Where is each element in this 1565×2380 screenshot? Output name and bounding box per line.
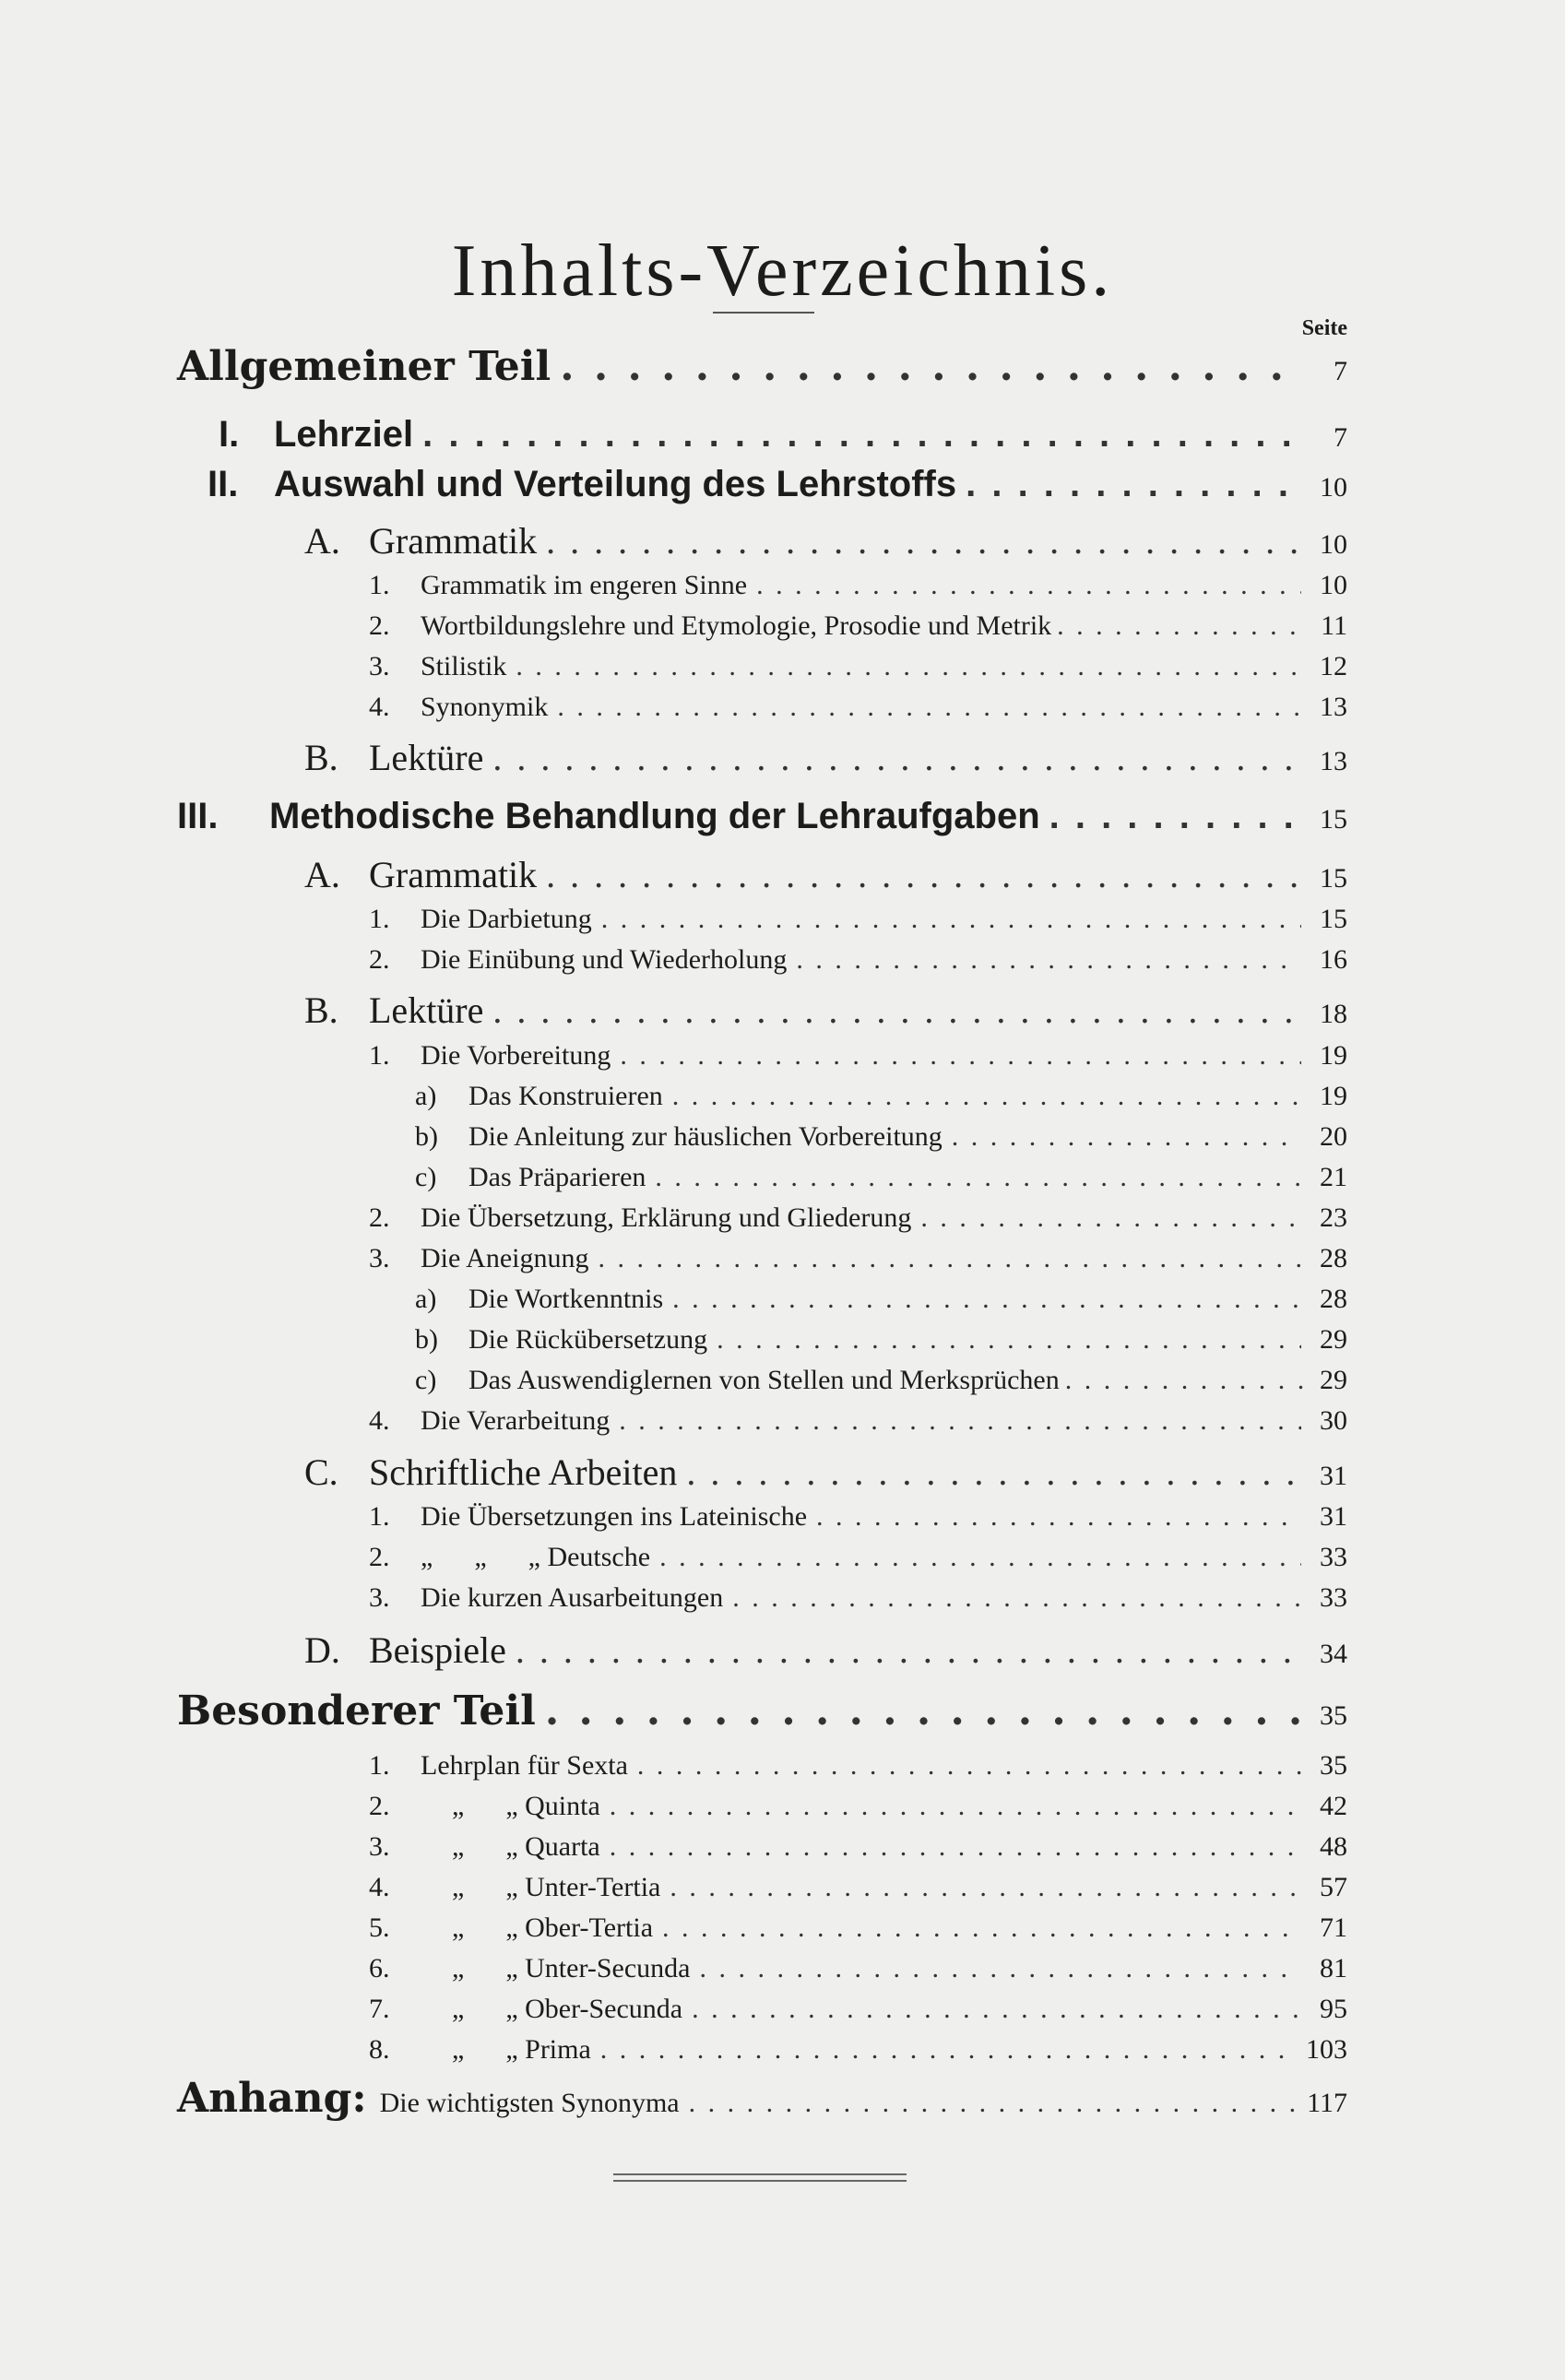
leader-dots: [601, 904, 1301, 935]
leader-dots: [699, 1953, 1301, 1984]
leader-dots: [610, 1831, 1301, 1863]
toc-entry: [177, 796, 1347, 837]
toc-entry-page: 42: [1320, 1791, 1347, 1821]
toc-entry: [369, 1953, 1347, 1984]
toc-entry-page: 31: [1320, 1501, 1347, 1532]
toc-entry-number: b): [415, 1324, 438, 1355]
leader-dots: [717, 1324, 1301, 1356]
leader-dots: [670, 1872, 1301, 1903]
toc-entry: [369, 1750, 1347, 1782]
toc-entry-page: 57: [1320, 1872, 1347, 1902]
toc-entry-number: 2.: [369, 1202, 390, 1233]
toc-entry-page: 20: [1320, 1121, 1347, 1152]
toc-entry-label: Lehrziel: [274, 414, 414, 455]
toc-entry-label: Methodische Behandlung der Lehraufgaben: [269, 796, 1040, 836]
toc-entry-number: A.: [304, 854, 340, 895]
leader-dots: [659, 1542, 1301, 1573]
toc-entry-page: 12: [1320, 651, 1347, 681]
toc-entry-number: 2.: [369, 1791, 390, 1821]
leader-dots: [816, 1501, 1301, 1533]
toc-entry-label: Grammatik im engeren Sinne: [421, 570, 748, 600]
toc-entry-number: a): [415, 1081, 437, 1111]
toc-entry-page: 29: [1320, 1324, 1347, 1355]
bottom-divider: [613, 2180, 907, 2182]
toc-entry: [369, 904, 1347, 935]
toc-entry-label: Lektüre: [369, 989, 484, 1031]
toc-entry-number: A.: [304, 520, 340, 562]
toc-entry: [415, 1121, 1347, 1153]
toc-entry-number: C.: [304, 1451, 338, 1493]
anhang-heading: Anhang:: [177, 2075, 367, 2122]
toc-entry: [304, 1450, 1347, 1494]
toc-entry: [369, 944, 1347, 976]
toc-entry-label: Die Übersetzung, Erklärung und Gliederung: [421, 1202, 912, 1233]
toc-entry-label: „ „ Quarta: [452, 1831, 600, 1862]
toc-entry-label: Allgemeiner Teil: [177, 343, 551, 390]
leader-dots: [662, 1912, 1301, 1944]
toc-entry: [369, 1791, 1347, 1822]
toc-entry-page: 33: [1320, 1542, 1347, 1572]
leader-dots: [672, 1284, 1301, 1315]
toc-entry: [369, 2034, 1347, 2066]
toc-entry-label: Die Übersetzungen ins Lateinische: [421, 1501, 808, 1532]
leader-dots: [655, 1162, 1301, 1193]
toc-entry-label: Das Konstruieren: [468, 1081, 663, 1111]
toc-entry-number: II.: [207, 464, 239, 504]
toc-entry-anhang: [177, 2075, 1347, 2122]
leader-dots: [516, 1628, 1301, 1672]
toc-entry: [369, 1582, 1347, 1614]
leader-dots: [1065, 1365, 1305, 1396]
toc-entry-label: Die Vorbereitung: [421, 1040, 611, 1071]
toc-entry-number: 3.: [369, 651, 390, 681]
toc-entry: [369, 610, 1347, 642]
toc-entry-number: D.: [304, 1629, 340, 1671]
seite-column-label: Seite: [1301, 316, 1347, 340]
toc-entry: [415, 1365, 1347, 1396]
toc-entry-number: 4.: [369, 692, 390, 722]
toc-entry-page: 13: [1320, 692, 1347, 722]
toc-entry-page: 71: [1320, 1912, 1347, 1943]
toc-entry: [369, 1542, 1347, 1573]
toc-entry: [304, 519, 1347, 562]
toc-entry-number: 1.: [369, 570, 390, 600]
toc-entry-number: 8.: [369, 2034, 390, 2065]
toc-entry-page: 95: [1320, 1994, 1347, 2024]
page-title: Inhalts-Verzeichnis.: [451, 230, 1114, 312]
leader-dots: [1057, 610, 1305, 642]
leader-dots: [546, 519, 1301, 562]
toc-entry-label: Die Verarbeitung: [421, 1405, 611, 1436]
leader-dots: [732, 1582, 1301, 1614]
toc-entry-number: 4.: [369, 1405, 390, 1436]
leader-dots: [692, 1994, 1301, 2025]
toc-entry-number: c): [415, 1162, 437, 1192]
toc-entry-number: B.: [304, 989, 338, 1031]
leader-dots: [672, 1081, 1301, 1112]
toc-entry-label: Lehrplan für Sexta: [421, 1750, 628, 1781]
leader-dots: [966, 464, 1301, 505]
toc-entry-label: Beispiele: [369, 1629, 506, 1671]
leader-dots: [920, 1202, 1301, 1234]
toc-entry-label: „ „ Unter-Tertia: [452, 1872, 661, 1902]
toc-entry-page: 10: [1320, 472, 1347, 503]
toc-entry: [415, 1162, 1347, 1193]
toc-entry-page: 28: [1320, 1284, 1347, 1314]
toc-entry-number: 1.: [369, 1040, 390, 1071]
toc-entry-label: Die Wortkenntnis: [468, 1284, 664, 1314]
toc-entry-number: 2.: [369, 1542, 390, 1572]
leader-dots: [600, 2034, 1297, 2066]
toc-entry: [369, 1243, 1347, 1274]
toc-entry: [369, 1202, 1347, 1234]
leader-dots: [557, 692, 1301, 723]
anhang-label: Die wichtigsten Synonyma: [379, 2088, 680, 2118]
toc-entry-page: 7: [1334, 356, 1347, 386]
toc-entry-label: Grammatik: [369, 854, 538, 895]
toc-entry: [304, 853, 1347, 896]
toc-entry-page: 10: [1320, 529, 1347, 560]
toc-entry-number: 2.: [369, 944, 390, 975]
toc-entry-page: 18: [1320, 999, 1347, 1029]
leader-dots: [492, 736, 1301, 779]
toc-entry-page: 15: [1320, 904, 1347, 934]
toc-entry-page: 35: [1320, 1750, 1347, 1781]
leader-dots: [610, 1791, 1301, 1822]
toc-entry-page: 16: [1320, 944, 1347, 975]
toc-entry-page: 15: [1320, 804, 1347, 835]
toc-entry-number: I.: [219, 414, 240, 455]
toc-entry-label: Wortbildungslehre und Etymologie, Prosodie und Metrik: [421, 610, 1052, 641]
toc-entry-label: „ „ Unter-Secunda: [452, 1953, 691, 1983]
toc-entry-page: 23: [1320, 1202, 1347, 1233]
toc-entry-page: 15: [1320, 863, 1347, 894]
toc-entry-page: 81: [1320, 1953, 1347, 1983]
toc-entry-label: Die Einübung und Wiederholung: [421, 944, 788, 975]
toc-entry-page: 11: [1321, 610, 1347, 641]
toc-entry-label: Grammatik: [369, 520, 538, 562]
toc-entry: [177, 1687, 1347, 1735]
toc-entry-page: 19: [1320, 1040, 1347, 1071]
toc-entry: [369, 651, 1347, 682]
toc-entry-label: „ „ „ Deutsche: [421, 1542, 651, 1572]
toc-entry: [369, 692, 1347, 723]
toc-entry-number: 1.: [369, 1501, 390, 1532]
toc-entry: [369, 1994, 1347, 2025]
toc-entry: [369, 1405, 1347, 1437]
toc-entry: [369, 1831, 1347, 1863]
leader-dots: [560, 343, 1301, 390]
toc-entry-page: 33: [1320, 1582, 1347, 1613]
toc-entry-label: Besonderer Teil: [177, 1687, 536, 1735]
toc-entry-number: a): [415, 1284, 437, 1314]
toc-entry: [304, 989, 1347, 1032]
toc-entry-number: c): [415, 1365, 437, 1395]
leader-dots: [620, 1040, 1301, 1072]
toc-entry-label: Synonymik: [421, 692, 549, 722]
toc-entry-label: Lektüre: [369, 737, 484, 778]
toc-entry-number: 7.: [369, 1994, 390, 2024]
toc-entry-number: B.: [304, 737, 338, 778]
toc-entry-page: 29: [1320, 1365, 1347, 1395]
toc-entry: [207, 464, 1347, 505]
toc-entry: [369, 1912, 1347, 1944]
toc-entry: [369, 1872, 1347, 1903]
toc-entry-number: 4.: [369, 1872, 390, 1902]
toc-entry-page: 117: [1307, 2088, 1347, 2118]
toc-entry-number: b): [415, 1121, 438, 1152]
toc-entry-number: 3.: [369, 1831, 390, 1862]
toc-entry-label: Auswahl und Verteilung des Lehrstoffs: [274, 464, 957, 504]
leader-dots: [952, 1121, 1301, 1153]
toc-entry-number: 6.: [369, 1953, 390, 1983]
toc-entry: [369, 1501, 1347, 1533]
toc-entry: [415, 1324, 1347, 1356]
toc-entry-label: Stilistik: [421, 651, 507, 681]
toc-entry-page: 48: [1320, 1831, 1347, 1862]
leader-dots: [686, 1450, 1301, 1494]
toc-entry-page: 21: [1320, 1162, 1347, 1192]
toc-entry: [369, 1040, 1347, 1072]
leader-dots: [1049, 796, 1301, 837]
toc-entry-label: Die Anleitung zur häuslichen Vorbereitung: [468, 1121, 943, 1152]
toc-entry-page: 31: [1320, 1461, 1347, 1491]
toc-entry-page: 35: [1320, 1700, 1347, 1731]
toc-entry: [304, 1628, 1347, 1672]
toc-entry-label: Das Auswendiglernen von Stellen und Merksprüchen: [468, 1365, 1060, 1395]
toc-entry-page: 28: [1320, 1243, 1347, 1273]
toc-entry-number: III.: [177, 796, 219, 836]
toc-entry-label: Das Präparieren: [468, 1162, 646, 1192]
toc-entry-page: 13: [1320, 746, 1347, 776]
toc-entry-page: 34: [1320, 1639, 1347, 1669]
toc-entry-page: 103: [1306, 2034, 1347, 2065]
toc-entry-number: 3.: [369, 1582, 390, 1613]
leader-dots: [598, 1243, 1301, 1274]
toc-entry: [219, 414, 1347, 456]
toc-entry-label: Die Aneignung: [421, 1243, 589, 1273]
toc-entry-number: 3.: [369, 1243, 390, 1273]
toc-entry-label: „ „ Quinta: [452, 1791, 600, 1821]
toc-entry-page: 10: [1320, 570, 1347, 600]
toc-entry: [415, 1081, 1347, 1112]
leader-dots: [637, 1750, 1301, 1782]
bottom-divider: [613, 2173, 907, 2175]
toc-entry: [369, 570, 1347, 601]
toc-entry-page: 7: [1334, 422, 1347, 453]
toc-entry: [304, 736, 1347, 779]
leader-dots: [619, 1405, 1301, 1437]
toc-entry-label: Schriftliche Arbeiten: [369, 1451, 678, 1493]
toc-entry-label: Die Rückübersetzung: [468, 1324, 708, 1355]
toc-entry-page: 19: [1320, 1081, 1347, 1111]
toc-entry: [177, 343, 1347, 390]
toc-entry-label: Die Darbietung: [421, 904, 592, 934]
toc-entry: [415, 1284, 1347, 1315]
toc-entry-number: 2.: [369, 610, 390, 641]
toc-entry-number: 5.: [369, 1912, 390, 1943]
leader-dots: [492, 989, 1301, 1032]
toc-entry-label: „ „ Prima: [452, 2034, 591, 2065]
toc-entry-label: „ „ Ober-Secunda: [452, 1994, 683, 2024]
leader-dots: [796, 944, 1301, 976]
leader-dots: [545, 1687, 1301, 1735]
toc-entry-number: 1.: [369, 904, 390, 934]
leader-dots: [546, 853, 1301, 896]
leader-dots: [756, 570, 1301, 601]
toc-entry-number: 1.: [369, 1750, 390, 1781]
toc-entry-page: 30: [1320, 1405, 1347, 1436]
leader-dots: [689, 2088, 1298, 2119]
leader-dots: [422, 414, 1301, 456]
toc-entry-label: „ „ Ober-Tertia: [452, 1912, 654, 1943]
leader-dots: [516, 651, 1301, 682]
toc-entry-label: Die kurzen Ausarbeitungen: [421, 1582, 724, 1613]
